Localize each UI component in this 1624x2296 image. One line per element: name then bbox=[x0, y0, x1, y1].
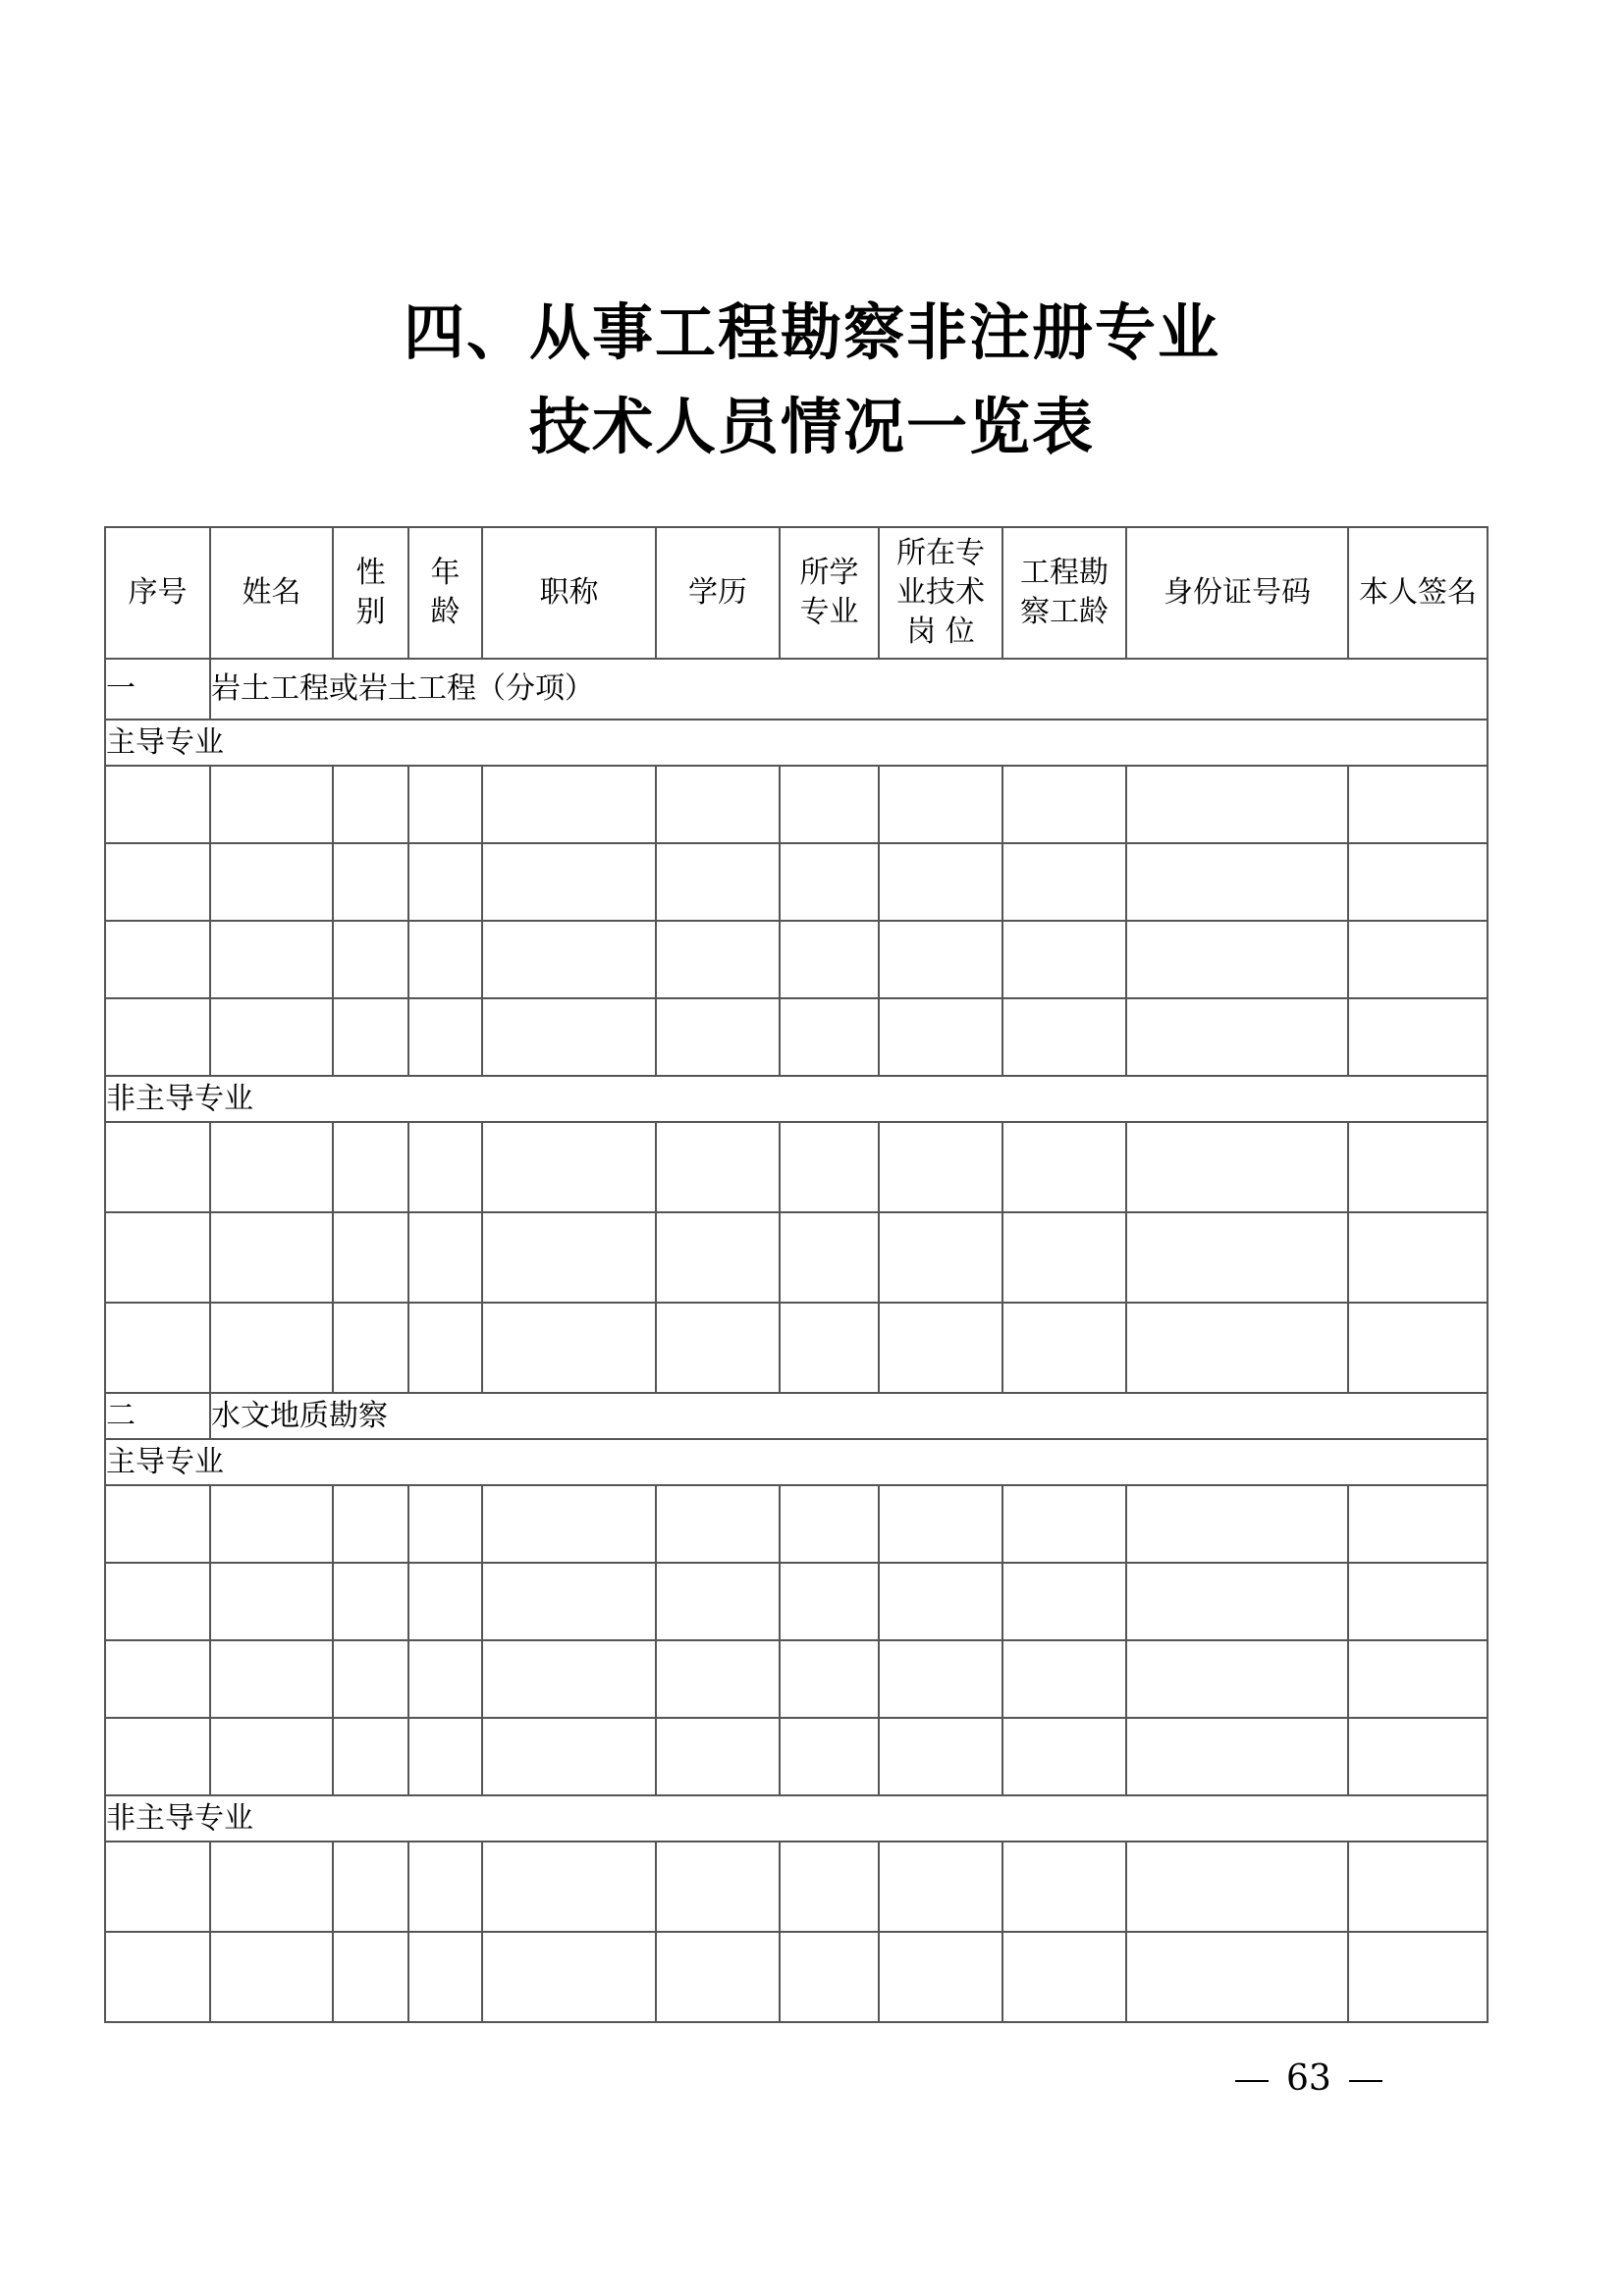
entry-cell-major[interactable] bbox=[780, 1485, 879, 1563]
header-id-number-text: 身份证号码 bbox=[1164, 575, 1311, 610]
header-work-years-line-1: 工程勘 bbox=[1020, 556, 1109, 590]
group-row bbox=[105, 1795, 1488, 1842]
entry-cell-position[interactable] bbox=[879, 1122, 1002, 1212]
entry-cell-age[interactable] bbox=[408, 1842, 482, 1932]
entry-cell-age[interactable] bbox=[408, 921, 482, 998]
entry-cell-gender[interactable] bbox=[333, 1718, 408, 1795]
table-row bbox=[105, 766, 1488, 843]
entry-cell-work-years[interactable] bbox=[1002, 1932, 1126, 2022]
entry-cell-education[interactable] bbox=[656, 1932, 780, 2022]
entry-cell-gender[interactable] bbox=[333, 1485, 408, 1563]
entry-cell-title[interactable] bbox=[482, 1563, 656, 1640]
entry-cell-name[interactable] bbox=[210, 1563, 333, 1640]
entry-cell-signature[interactable] bbox=[1348, 1932, 1488, 2022]
entry-cell-work-years[interactable] bbox=[1002, 1563, 1126, 1640]
entry-cell-education[interactable] bbox=[656, 921, 780, 998]
entry-cell-signature[interactable] bbox=[1348, 1640, 1488, 1718]
entry-cell-major[interactable] bbox=[780, 1563, 879, 1640]
entry-cell-title[interactable] bbox=[482, 1122, 656, 1212]
entry-cell-age[interactable] bbox=[408, 1640, 482, 1718]
table-row bbox=[105, 1122, 1488, 1212]
entry-cell-age[interactable] bbox=[408, 843, 482, 921]
header-major bbox=[780, 527, 879, 659]
entry-cell-seq[interactable] bbox=[105, 1303, 210, 1393]
entry-cell-position[interactable] bbox=[879, 766, 1002, 843]
entry-cell-title[interactable] bbox=[482, 843, 656, 921]
table-row bbox=[105, 1718, 1488, 1795]
header-position bbox=[879, 527, 1002, 659]
entry-cell-id-number[interactable] bbox=[1126, 1212, 1348, 1303]
entry-cell-id-number[interactable] bbox=[1126, 998, 1348, 1076]
entry-cell-name[interactable] bbox=[210, 998, 333, 1076]
entry-cell-major[interactable] bbox=[780, 998, 879, 1076]
page-number-value: 63 bbox=[1286, 2058, 1331, 2099]
entry-cell-major[interactable] bbox=[780, 1932, 879, 2022]
table-row bbox=[105, 1485, 1488, 1563]
header-signature-text: 本人签名 bbox=[1359, 575, 1477, 610]
header-age-line-1: 年 bbox=[430, 556, 460, 590]
entry-cell-age[interactable] bbox=[408, 998, 482, 1076]
entry-cell-work-years[interactable] bbox=[1002, 1842, 1126, 1932]
entry-cell-age[interactable] bbox=[408, 1563, 482, 1640]
header-work-years bbox=[1002, 527, 1126, 659]
entry-cell-seq[interactable] bbox=[105, 766, 210, 843]
group-label: 主导专业 bbox=[105, 1439, 1488, 1485]
entry-cell-title[interactable] bbox=[482, 1842, 656, 1932]
header-gender-line-2: 别 bbox=[355, 595, 386, 629]
entry-cell-work-years[interactable] bbox=[1002, 766, 1126, 843]
entry-cell-gender[interactable] bbox=[333, 766, 408, 843]
entry-cell-major[interactable] bbox=[780, 766, 879, 843]
header-gender-line-1: 性 bbox=[355, 556, 386, 590]
entry-cell-seq[interactable] bbox=[105, 998, 210, 1076]
section-row bbox=[105, 1393, 1488, 1439]
entry-cell-education[interactable] bbox=[656, 1842, 780, 1932]
entry-cell-position[interactable] bbox=[879, 1303, 1002, 1393]
entry-cell-name[interactable] bbox=[210, 1718, 333, 1795]
group-label: 非主导专业 bbox=[105, 1076, 1488, 1122]
entry-cell-title[interactable] bbox=[482, 1303, 656, 1393]
section-index: 二 bbox=[105, 1393, 210, 1439]
entry-cell-gender[interactable] bbox=[333, 1640, 408, 1718]
entry-cell-seq[interactable] bbox=[105, 1640, 210, 1718]
entry-cell-seq[interactable] bbox=[105, 1842, 210, 1932]
entry-cell-id-number[interactable] bbox=[1126, 1303, 1348, 1393]
entry-cell-work-years[interactable] bbox=[1002, 843, 1126, 921]
section-name: 岩土工程或岩土工程（分项） bbox=[210, 659, 1488, 720]
table-row bbox=[105, 998, 1488, 1076]
page-number-dash-left bbox=[1235, 2080, 1269, 2082]
entry-cell-id-number[interactable] bbox=[1126, 1842, 1348, 1932]
entry-cell-seq[interactable] bbox=[105, 921, 210, 998]
entry-cell-name[interactable] bbox=[210, 843, 333, 921]
entry-cell-signature[interactable] bbox=[1348, 843, 1488, 921]
section-row bbox=[105, 659, 1488, 720]
entry-cell-signature[interactable] bbox=[1348, 1842, 1488, 1932]
entry-cell-work-years[interactable] bbox=[1002, 998, 1126, 1076]
entry-cell-position[interactable] bbox=[879, 843, 1002, 921]
entry-cell-position[interactable] bbox=[879, 921, 1002, 998]
page-title-line-2: 技术人员情况一览表 bbox=[528, 391, 1095, 462]
entry-cell-work-years[interactable] bbox=[1002, 1640, 1126, 1718]
entry-cell-age[interactable] bbox=[408, 1122, 482, 1212]
header-education bbox=[656, 527, 780, 659]
table-row bbox=[105, 1932, 1488, 2022]
entry-cell-age[interactable] bbox=[408, 1718, 482, 1795]
entry-cell-work-years[interactable] bbox=[1002, 1212, 1126, 1303]
entry-cell-age[interactable] bbox=[408, 1485, 482, 1563]
entry-cell-major[interactable] bbox=[780, 921, 879, 998]
page-number-dash-right bbox=[1349, 2080, 1382, 2082]
entry-cell-name[interactable] bbox=[210, 1640, 333, 1718]
header-name bbox=[210, 527, 333, 659]
entry-cell-signature[interactable] bbox=[1348, 1563, 1488, 1640]
entry-cell-age[interactable] bbox=[408, 1303, 482, 1393]
entry-cell-education[interactable] bbox=[656, 998, 780, 1076]
page-number bbox=[1235, 2058, 1382, 2099]
entry-cell-position[interactable] bbox=[879, 1932, 1002, 2022]
entry-cell-signature[interactable] bbox=[1348, 766, 1488, 843]
entry-cell-position[interactable] bbox=[879, 998, 1002, 1076]
entry-cell-id-number[interactable] bbox=[1126, 1485, 1348, 1563]
entry-cell-signature[interactable] bbox=[1348, 1212, 1488, 1303]
entry-cell-signature[interactable] bbox=[1348, 1122, 1488, 1212]
header-title bbox=[482, 527, 656, 659]
header-age bbox=[408, 527, 482, 659]
entry-cell-title[interactable] bbox=[482, 998, 656, 1076]
group-row bbox=[105, 1076, 1488, 1122]
header-work-years-line-2: 察工龄 bbox=[1020, 595, 1109, 629]
header-gender bbox=[333, 527, 408, 659]
entry-cell-id-number[interactable] bbox=[1126, 1563, 1348, 1640]
table-row bbox=[105, 1303, 1488, 1393]
entry-cell-gender[interactable] bbox=[333, 998, 408, 1076]
entry-cell-position[interactable] bbox=[879, 1640, 1002, 1718]
entry-cell-major[interactable] bbox=[780, 1640, 879, 1718]
entry-cell-seq[interactable] bbox=[105, 1212, 210, 1303]
table-header-row bbox=[105, 527, 1488, 659]
entry-cell-major[interactable] bbox=[780, 1212, 879, 1303]
header-position-line-3: 岗 位 bbox=[906, 614, 975, 649]
entry-cell-major[interactable] bbox=[780, 843, 879, 921]
entry-cell-signature[interactable] bbox=[1348, 1485, 1488, 1563]
table-row bbox=[105, 1563, 1488, 1640]
entry-cell-education[interactable] bbox=[656, 1485, 780, 1563]
entry-cell-name[interactable] bbox=[210, 1485, 333, 1563]
header-major-line-1: 所学 bbox=[799, 556, 859, 590]
personnel-table bbox=[104, 526, 1489, 2023]
entry-cell-name[interactable] bbox=[210, 1212, 333, 1303]
entry-cell-position[interactable] bbox=[879, 1718, 1002, 1795]
entry-cell-education[interactable] bbox=[656, 1303, 780, 1393]
entry-cell-gender[interactable] bbox=[333, 1932, 408, 2022]
entry-cell-education[interactable] bbox=[656, 1122, 780, 1212]
entry-cell-id-number[interactable] bbox=[1126, 1932, 1348, 2022]
header-title-text: 职称 bbox=[539, 575, 599, 610]
group-label: 非主导专业 bbox=[105, 1795, 1488, 1842]
entry-cell-education[interactable] bbox=[656, 1640, 780, 1718]
header-name-text: 姓名 bbox=[242, 575, 301, 610]
entry-cell-signature[interactable] bbox=[1348, 998, 1488, 1076]
entry-cell-signature[interactable] bbox=[1348, 1718, 1488, 1795]
entry-cell-title[interactable] bbox=[482, 921, 656, 998]
entry-cell-name[interactable] bbox=[210, 1122, 333, 1212]
section-index: 一 bbox=[105, 659, 210, 720]
entry-cell-education[interactable] bbox=[656, 1212, 780, 1303]
header-age-line-2: 龄 bbox=[430, 595, 460, 629]
table-row bbox=[105, 843, 1488, 921]
table-row bbox=[105, 1640, 1488, 1718]
entry-cell-major[interactable] bbox=[780, 1842, 879, 1932]
entry-cell-gender[interactable] bbox=[333, 921, 408, 998]
entry-cell-name[interactable] bbox=[210, 766, 333, 843]
entry-cell-gender[interactable] bbox=[333, 1122, 408, 1212]
entry-cell-major[interactable] bbox=[780, 1303, 879, 1393]
group-label: 主导专业 bbox=[105, 720, 1488, 766]
entry-cell-work-years[interactable] bbox=[1002, 921, 1126, 998]
entry-cell-work-years[interactable] bbox=[1002, 1718, 1126, 1795]
entry-cell-title[interactable] bbox=[482, 1718, 656, 1795]
entry-cell-title[interactable] bbox=[482, 1212, 656, 1303]
entry-cell-name[interactable] bbox=[210, 1842, 333, 1932]
group-row bbox=[105, 1439, 1488, 1485]
table-row bbox=[105, 1212, 1488, 1303]
entry-cell-id-number[interactable] bbox=[1126, 1122, 1348, 1212]
entry-cell-name[interactable] bbox=[210, 1303, 333, 1393]
entry-cell-id-number[interactable] bbox=[1126, 1640, 1348, 1718]
entry-cell-gender[interactable] bbox=[333, 1212, 408, 1303]
header-education-text: 学历 bbox=[688, 575, 747, 610]
header-seq-text: 序号 bbox=[128, 575, 188, 610]
entry-cell-seq[interactable] bbox=[105, 1718, 210, 1795]
entry-cell-education[interactable] bbox=[656, 1563, 780, 1640]
section-name: 水文地质勘察 bbox=[210, 1393, 1488, 1439]
entry-cell-title[interactable] bbox=[482, 1932, 656, 2022]
entry-cell-age[interactable] bbox=[408, 1932, 482, 2022]
table-row bbox=[105, 921, 1488, 998]
entry-cell-title[interactable] bbox=[482, 1485, 656, 1563]
entry-cell-age[interactable] bbox=[408, 766, 482, 843]
entry-cell-seq[interactable] bbox=[105, 843, 210, 921]
entry-cell-seq[interactable] bbox=[105, 1563, 210, 1640]
entry-cell-signature[interactable] bbox=[1348, 1303, 1488, 1393]
entry-cell-id-number[interactable] bbox=[1126, 921, 1348, 998]
entry-cell-education[interactable] bbox=[656, 1718, 780, 1795]
header-seq bbox=[105, 527, 210, 659]
entry-cell-gender[interactable] bbox=[333, 1303, 408, 1393]
entry-cell-major[interactable] bbox=[780, 1718, 879, 1795]
entry-cell-position[interactable] bbox=[879, 1485, 1002, 1563]
entry-cell-seq[interactable] bbox=[105, 1485, 210, 1563]
entry-cell-work-years[interactable] bbox=[1002, 1122, 1126, 1212]
entry-cell-id-number[interactable] bbox=[1126, 1718, 1348, 1795]
entry-cell-title[interactable] bbox=[482, 766, 656, 843]
entry-cell-position[interactable] bbox=[879, 1842, 1002, 1932]
header-id-number bbox=[1126, 527, 1348, 659]
header-major-line-2: 专业 bbox=[799, 595, 859, 629]
entry-cell-gender[interactable] bbox=[333, 1842, 408, 1932]
entry-cell-position[interactable] bbox=[879, 1563, 1002, 1640]
entry-cell-work-years[interactable] bbox=[1002, 1485, 1126, 1563]
header-position-line-1: 所在专 bbox=[896, 536, 985, 570]
entry-cell-position[interactable] bbox=[879, 1212, 1002, 1303]
header-position-line-2: 业技术 bbox=[896, 575, 985, 610]
entry-cell-id-number[interactable] bbox=[1126, 766, 1348, 843]
entry-cell-signature[interactable] bbox=[1348, 921, 1488, 998]
entry-cell-education[interactable] bbox=[656, 843, 780, 921]
entry-cell-id-number[interactable] bbox=[1126, 843, 1348, 921]
entry-cell-title[interactable] bbox=[482, 1640, 656, 1718]
entry-cell-major[interactable] bbox=[780, 1122, 879, 1212]
entry-cell-education[interactable] bbox=[656, 766, 780, 843]
table-row bbox=[105, 1842, 1488, 1932]
header-signature bbox=[1348, 527, 1488, 659]
group-row bbox=[105, 720, 1488, 766]
entry-cell-name[interactable] bbox=[210, 1932, 333, 2022]
page-title-line-1: 四、从事工程勘察非注册专业 bbox=[403, 296, 1220, 368]
entry-cell-gender[interactable] bbox=[333, 843, 408, 921]
entry-cell-gender[interactable] bbox=[333, 1563, 408, 1640]
entry-cell-age[interactable] bbox=[408, 1212, 482, 1303]
entry-cell-seq[interactable] bbox=[105, 1932, 210, 2022]
entry-cell-work-years[interactable] bbox=[1002, 1303, 1126, 1393]
entry-cell-name[interactable] bbox=[210, 921, 333, 998]
entry-cell-seq[interactable] bbox=[105, 1122, 210, 1212]
